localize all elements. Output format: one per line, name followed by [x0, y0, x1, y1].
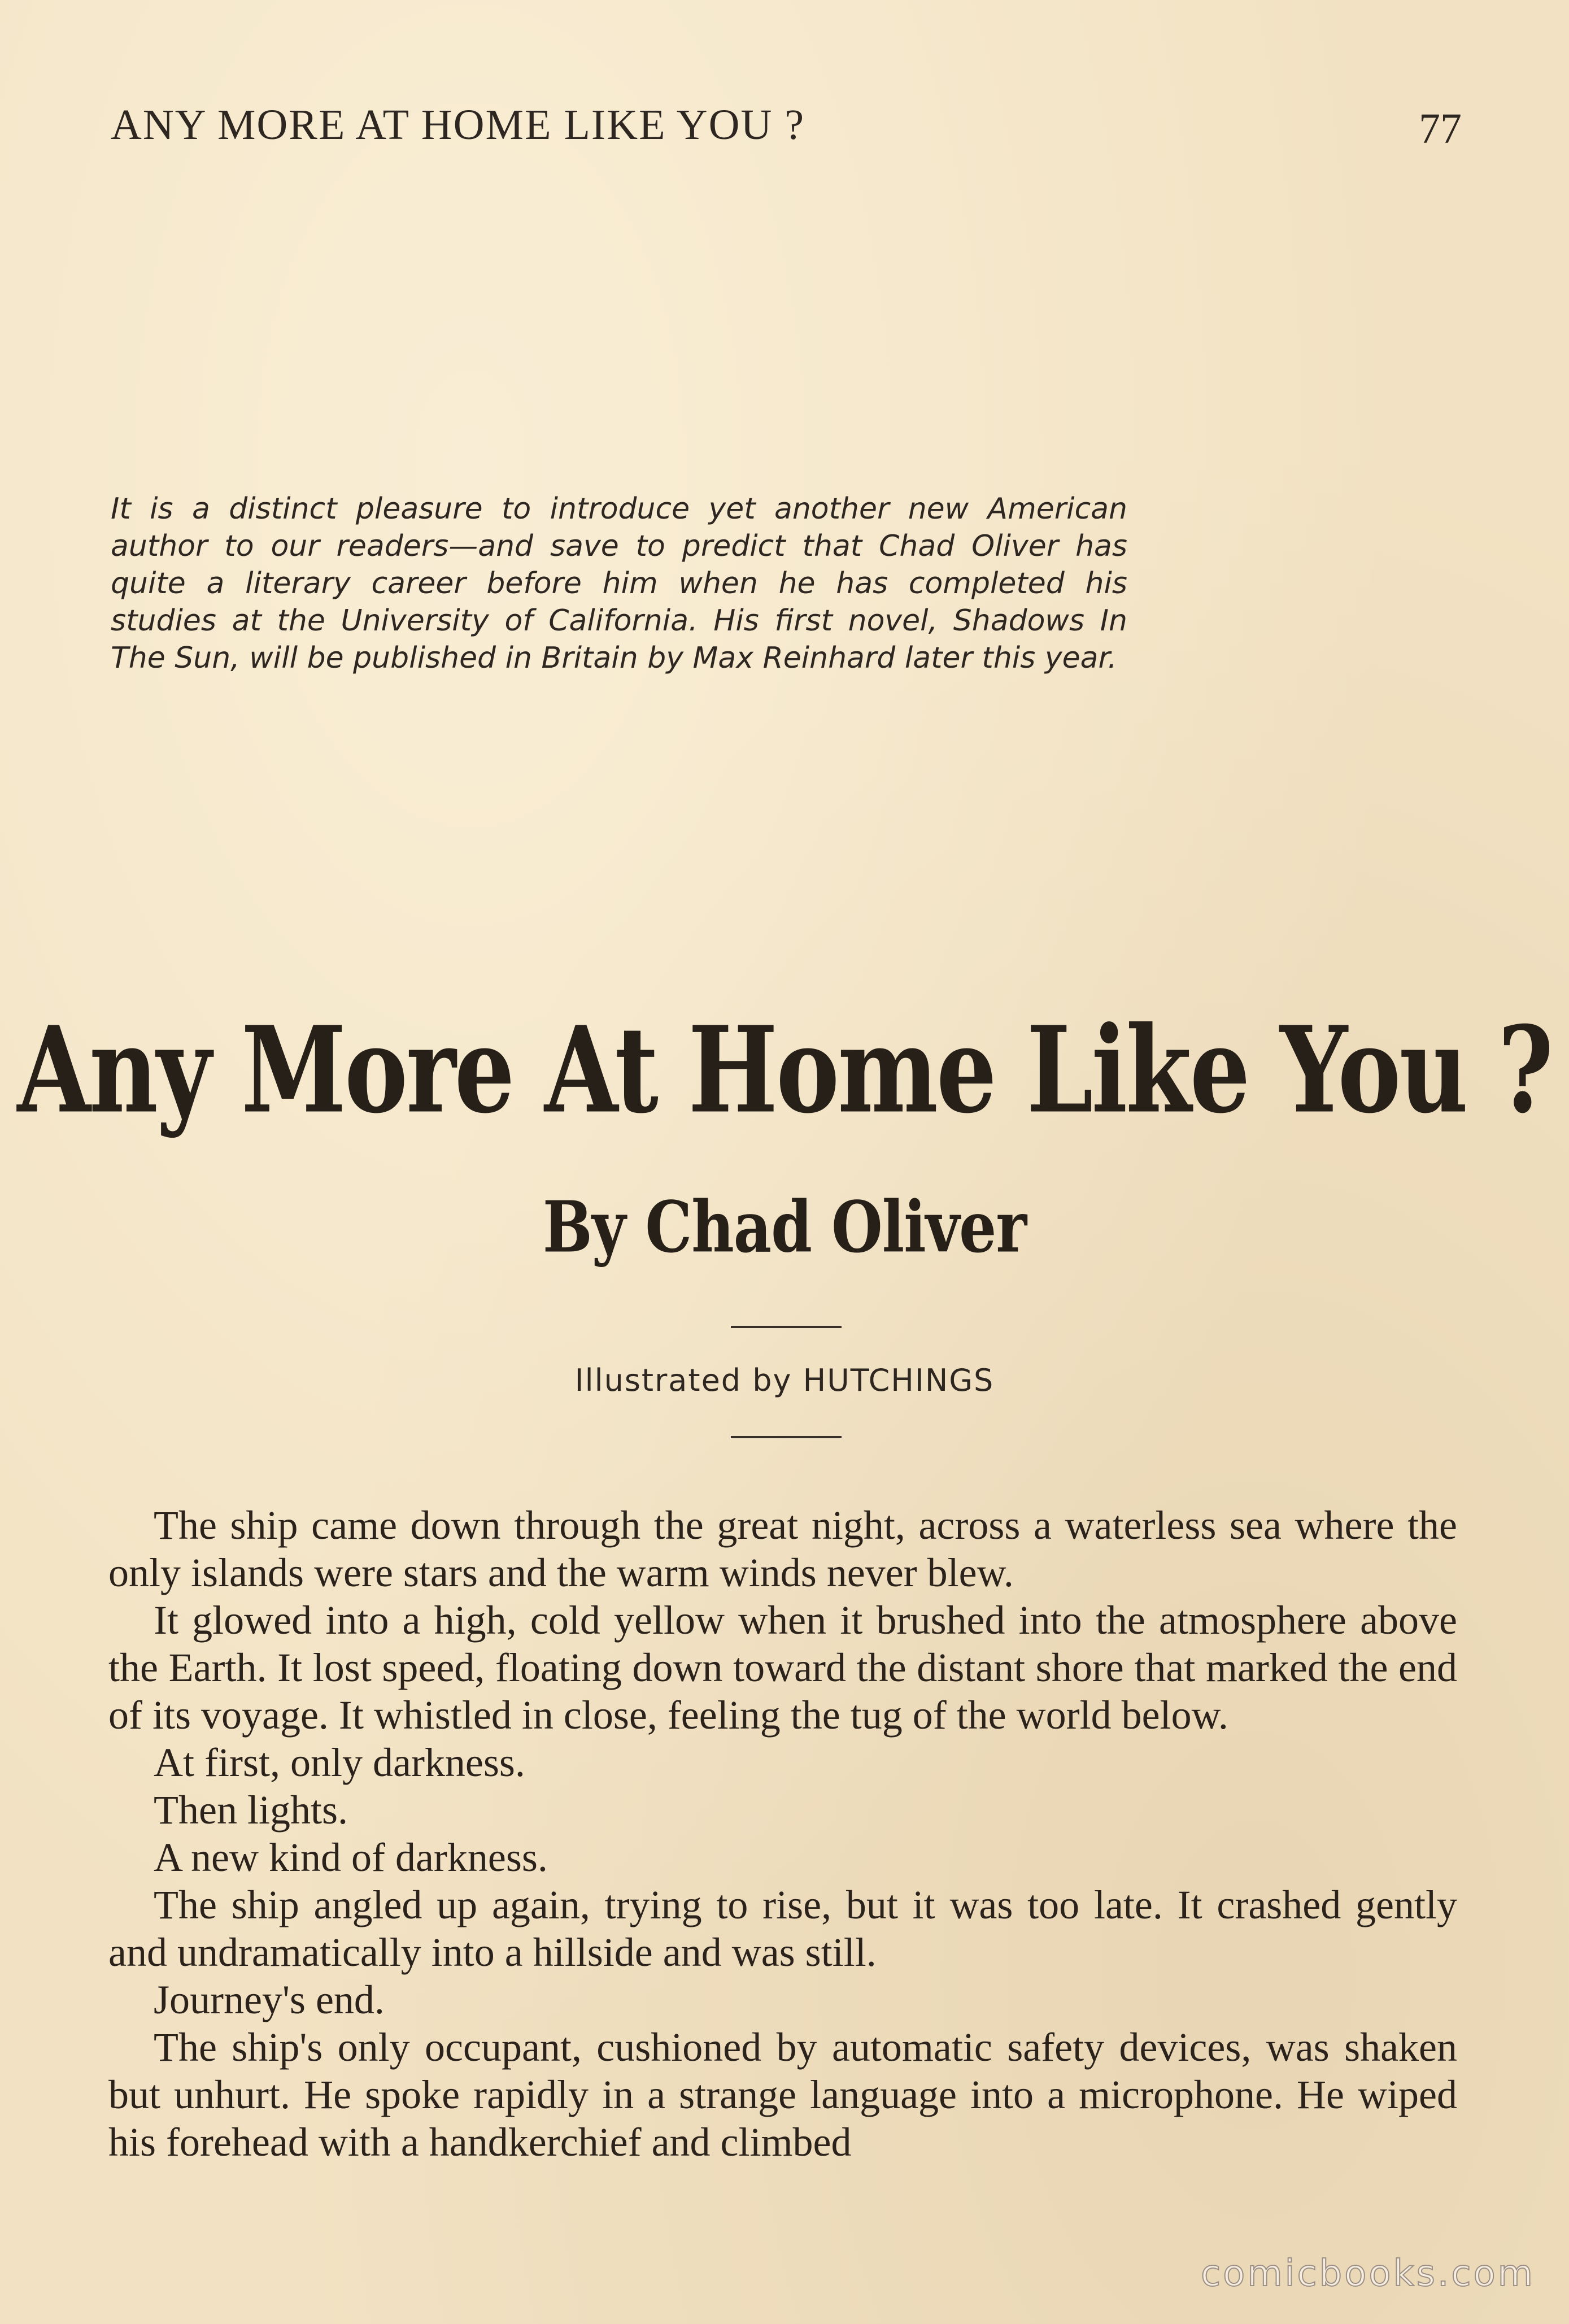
running-title: ANY MORE AT HOME LIKE YOU ?	[111, 101, 805, 149]
body-paragraph: At first, only darkness.	[154, 1740, 525, 1785]
site-watermark: comicbooks.com	[1200, 2253, 1535, 2295]
divider-rule-bottom	[731, 1436, 842, 1438]
story-title: Any More At Home Like You ?	[17, 1000, 1552, 1140]
body-paragraph: The ship's only occupant, cushioned by automatic safety devices, was shaken but unhurt. He spoke rapidly in a strange language into a microphone. He wiped his forehead with a handkerchief and climbed	[108, 2025, 1457, 2165]
body-paragraph: The ship angled up again, trying to rise, but it was too late. It crashed gently and undramatically into a hillside and was still.	[108, 1882, 1457, 1975]
body-paragraph: Journey's end.	[154, 1977, 385, 2022]
divider-rule-top	[731, 1326, 842, 1328]
author-byline: By Chad Oliver	[542, 1185, 1027, 1269]
body-paragraph: The ship came down through the great night, across a waterless sea where the only islands were stars and the warm winds never blew.	[108, 1503, 1457, 1595]
illustrator-credit: Illustrated by HUTCHINGS	[574, 1363, 995, 1398]
page-number: 77	[1419, 105, 1462, 153]
body-paragraph: Then lights.	[154, 1787, 348, 1833]
story-body	[108, 1502, 1457, 2166]
body-paragraph: A new kind of darkness.	[154, 1835, 548, 1880]
editorial-introduction: It is a distinct pleasure to introduce yet another new American author to our readers—and save to predict that Chad Oliver has quite a literary career before him when he has completed his studies at the University of California. His first novel, Shadows In The Sun, will be published in Britain by Max Reinhard later this year.	[111, 492, 1127, 675]
body-paragraph: It glowed into a high, cold yellow when it brushed into the atmosphere above the Earth. It lost speed, floating down toward the distant shore that marked the end of its voyage. It whistled in close, feeling the tug of the world below.	[108, 1598, 1457, 1738]
